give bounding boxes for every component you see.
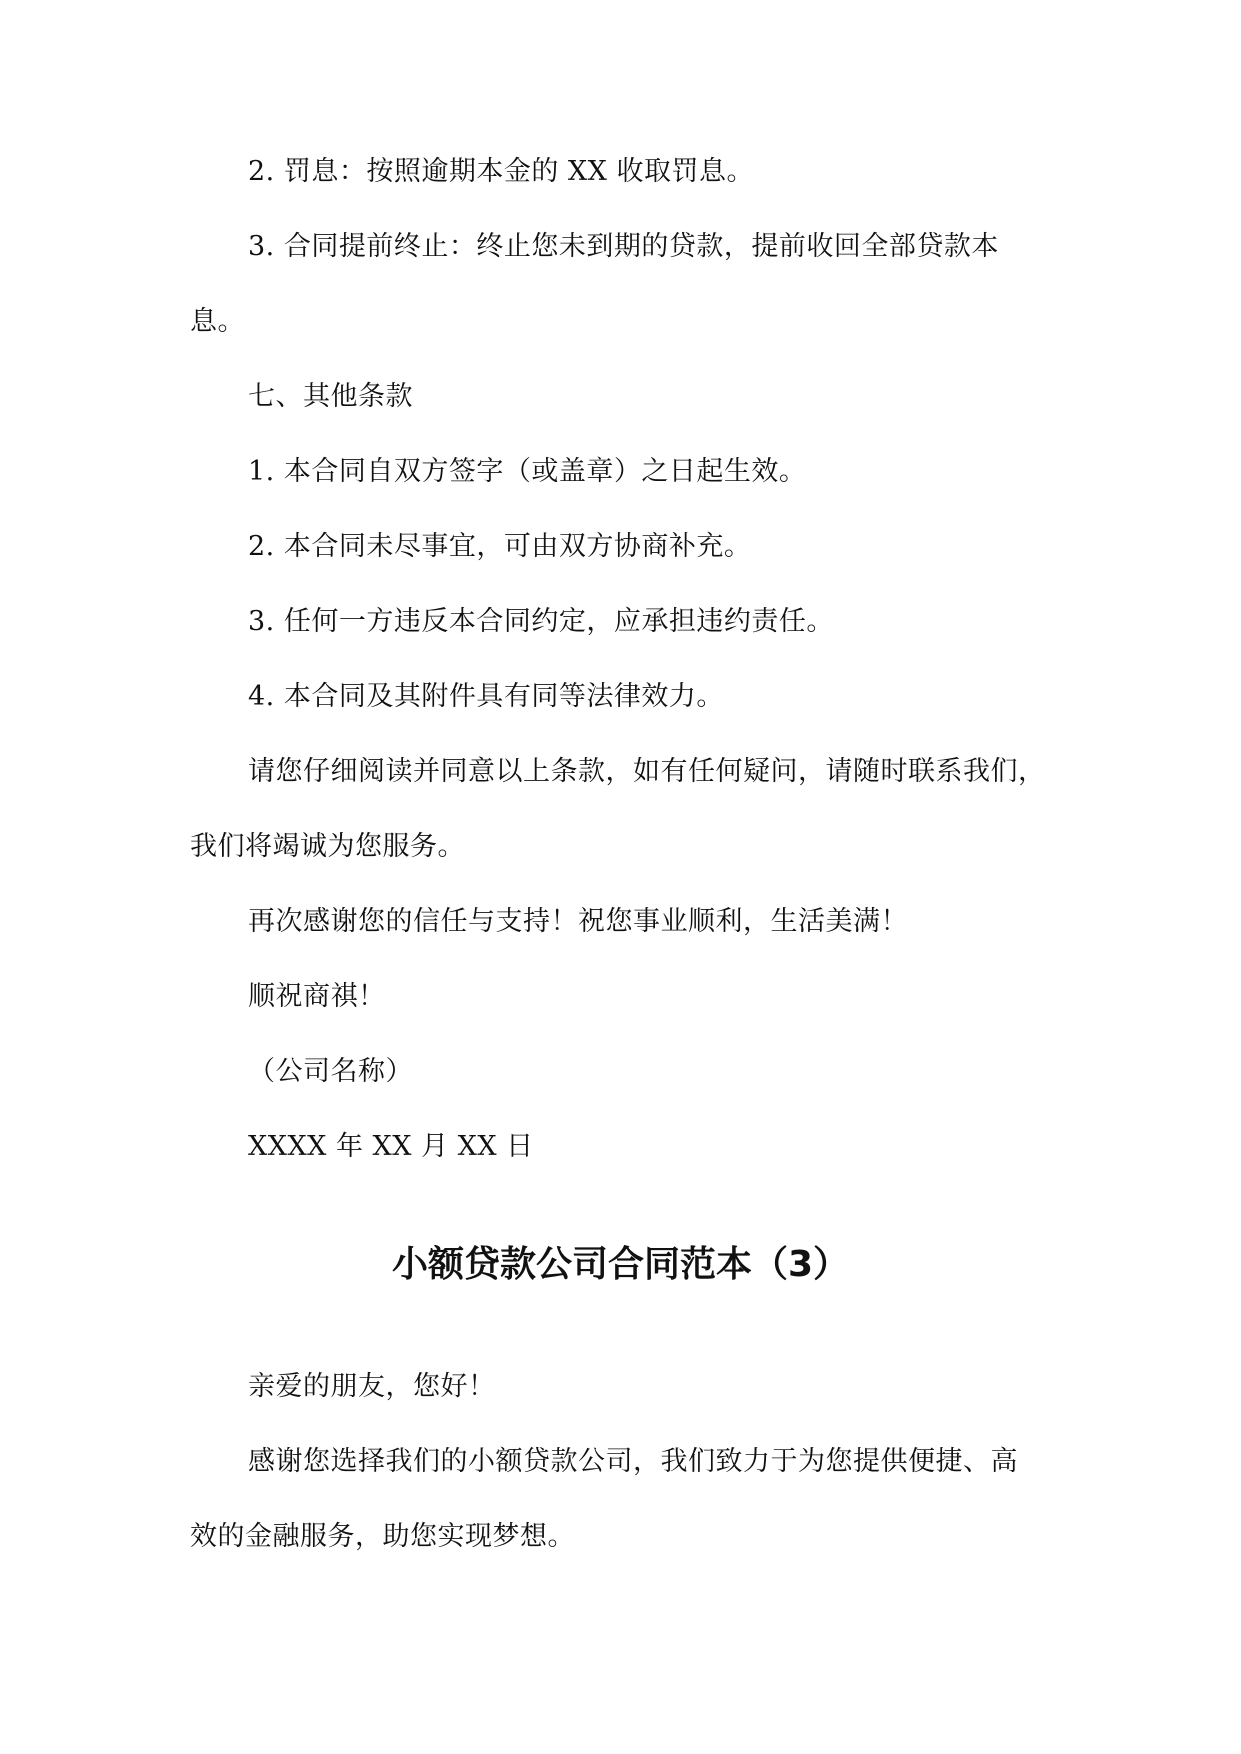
other-terms-item-4: 4. 本合同及其附件具有同等法律效力。 bbox=[248, 681, 724, 712]
company-name-line: （公司名称） bbox=[248, 1056, 413, 1087]
intro-paragraph-line1: 感谢您选择我们的小额贷款公司，我们致力于为您提供便捷、高 bbox=[248, 1446, 1018, 1477]
greeting-line: 亲爱的朋友，您好！ bbox=[248, 1371, 496, 1402]
penalty-interest-clause: 2. 罚息：按照逾期本金的 XX 收取罚息。 bbox=[248, 156, 754, 187]
section-title: 小额贷款公司合同范本（3） bbox=[391, 1244, 850, 1285]
other-terms-item-2: 2. 本合同未尽事宜，可由双方协商补充。 bbox=[248, 531, 752, 562]
thanks-paragraph: 再次感谢您的信任与支持！祝您事业顺利，生活美满！ bbox=[248, 906, 908, 937]
early-termination-clause-line2: 息。 bbox=[190, 306, 245, 337]
regards-line: 顺祝商祺！ bbox=[248, 981, 386, 1012]
closing-paragraph-line2: 我们将竭诚为您服务。 bbox=[190, 831, 465, 862]
date-line: XXXX 年 XX 月 XX 日 bbox=[248, 1131, 534, 1162]
other-terms-item-1: 1. 本合同自双方签字（或盖章）之日起生效。 bbox=[248, 456, 807, 487]
intro-paragraph-line2: 效的金融服务，助您实现梦想。 bbox=[190, 1521, 575, 1552]
section-heading-other-terms: 七、其他条款 bbox=[248, 381, 413, 412]
early-termination-clause-line1: 3. 合同提前终止：终止您未到期的贷款，提前收回全部贷款本 bbox=[248, 231, 999, 262]
closing-paragraph-line1: 请您仔细阅读并同意以上条款，如有任何疑问，请随时联系我们， bbox=[248, 756, 1046, 787]
other-terms-item-3: 3. 任何一方违反本合同约定，应承担违约责任。 bbox=[248, 606, 834, 637]
